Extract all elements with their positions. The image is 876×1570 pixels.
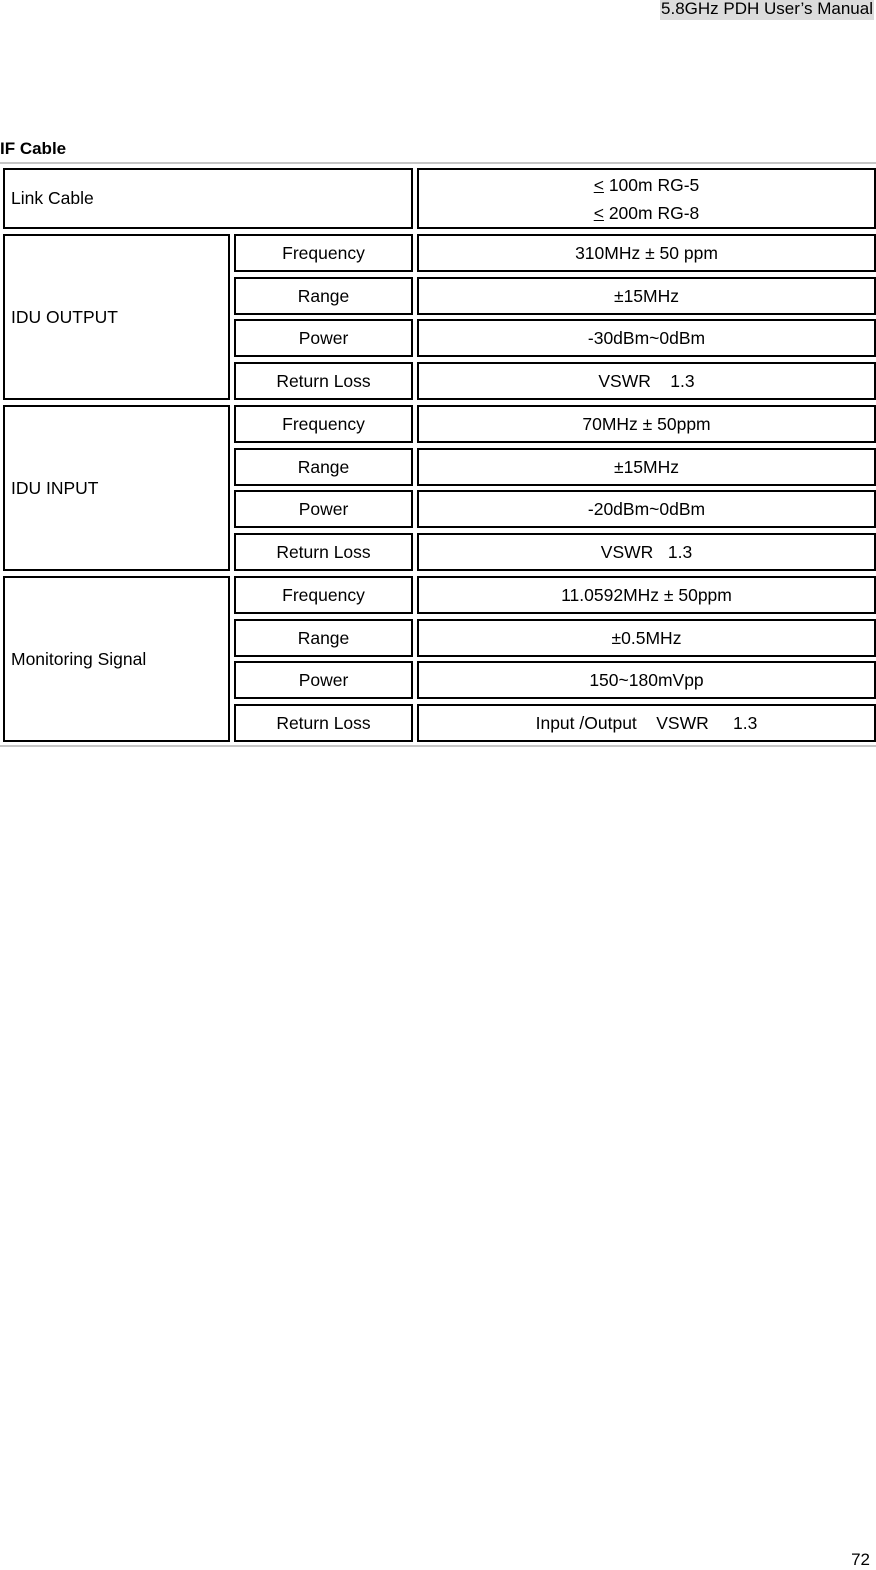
param-label: Range [297,456,350,477]
param-cell [234,533,413,571]
param-value: 11.0592MHz ± 50ppm [561,584,732,605]
value-cell [417,533,876,571]
param-cell [234,277,413,315]
param-label: Power [298,498,349,519]
group-label: IDU INPUT [11,477,99,498]
less-equal-symbol: < [593,174,604,195]
link-cable-spec-1: < 100m RG-5 [593,174,700,195]
value-cell [417,576,876,614]
param-value: Input /Output VSWR 1.3 [535,712,758,733]
value-cell [417,277,876,315]
param-label: Frequency [282,413,365,434]
param-label: Return Loss [276,541,371,562]
param-cell [234,319,413,357]
param-label: Frequency [282,242,365,263]
table-top-rule [0,162,876,164]
value-cell [417,448,876,486]
param-cell [234,576,413,614]
value-cell [417,319,876,357]
param-label: Power [298,327,349,348]
param-value: ±0.5MHz [611,627,682,648]
param-label: Power [298,669,349,690]
param-value: 310MHz ± 50 ppm [575,242,718,263]
param-value: VSWR 1.3 [600,541,693,562]
table-bottom-rule [0,745,876,747]
param-label: Return Loss [276,712,371,733]
value-cell [417,405,876,443]
link-cable-label: Link Cable [11,188,94,208]
group-label: IDU OUTPUT [11,306,118,327]
group-label-cell [3,234,230,400]
param-cell [234,234,413,272]
less-equal-symbol: < [593,202,604,223]
link-cable-value-cell [417,168,876,229]
param-cell [234,704,413,742]
param-cell [234,490,413,528]
value-cell [417,704,876,742]
group-label-cell [3,405,230,571]
param-value: VSWR 1.3 [598,370,695,391]
param-cell [234,405,413,443]
param-value: 70MHz ± 50ppm [582,413,711,434]
section-title: IF Cable [0,139,67,158]
param-value: ±15MHz [613,456,680,477]
param-label: Range [297,627,350,648]
param-value: ±15MHz [613,285,680,306]
group-label: Monitoring Signal [11,648,147,669]
param-label: Frequency [282,584,365,605]
param-value: 150~180mVpp [589,669,704,690]
value-cell [417,362,876,400]
param-label: Return Loss [276,370,371,391]
param-label: Range [297,285,350,306]
value-cell [417,619,876,657]
param-value: -30dBm~0dBm [587,327,706,348]
link-cable-label-cell [3,168,413,229]
param-cell [234,362,413,400]
link-cable-spec-2: < 200m RG-8 [593,202,700,223]
param-cell [234,448,413,486]
document-header: 5.8GHz PDH User’s Manual [661,0,873,18]
value-cell [417,234,876,272]
param-cell [234,661,413,699]
page-number: 72 [851,1550,870,1569]
param-cell [234,619,413,657]
value-cell [417,661,876,699]
param-value: -20dBm~0dBm [587,498,706,519]
value-cell [417,490,876,528]
group-label-cell [3,576,230,742]
